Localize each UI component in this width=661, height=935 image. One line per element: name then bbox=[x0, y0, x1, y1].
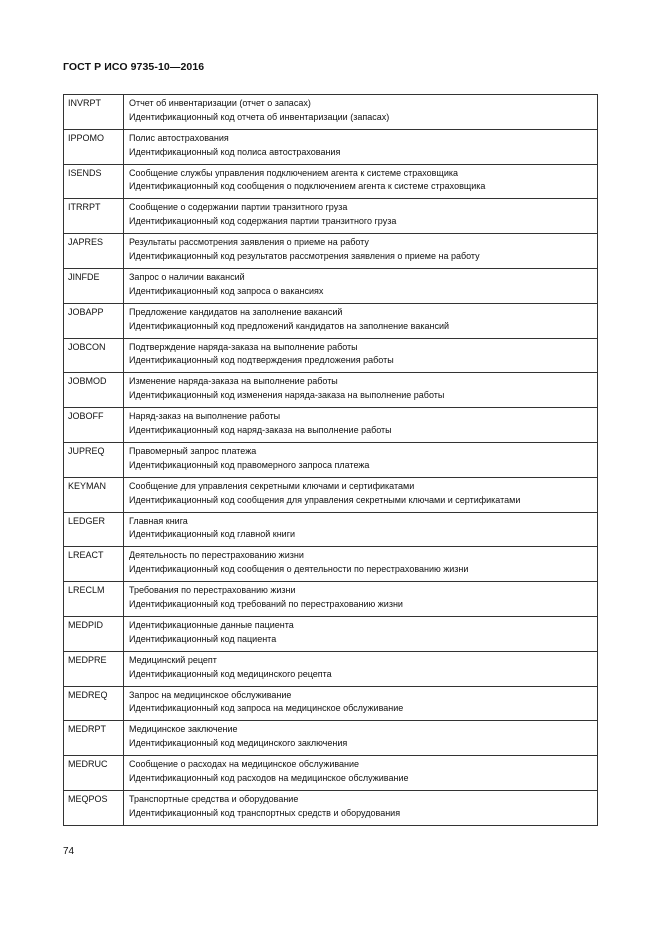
message-description bbox=[124, 721, 598, 756]
message-code: MEDRPT bbox=[64, 721, 124, 756]
message-description bbox=[124, 95, 598, 130]
message-code: MEDRUC bbox=[64, 756, 124, 791]
message-name: Запрос о наличии вакансий bbox=[129, 271, 245, 282]
message-code: JOBCON bbox=[64, 338, 124, 373]
message-name: Главная книга bbox=[129, 515, 188, 526]
message-code: JINFDE bbox=[64, 268, 124, 303]
message-description bbox=[124, 373, 598, 408]
message-name: Транспортные средства и оборудование bbox=[129, 793, 299, 804]
message-id-description: Идентификационный код транспортных средств и оборудования bbox=[129, 807, 401, 818]
message-description bbox=[124, 686, 598, 721]
message-id-description: Идентификационный код требований по перестрахованию жизни bbox=[129, 598, 403, 609]
message-code: JOBMOD bbox=[64, 373, 124, 408]
message-id-description: Идентификационный код сообщения о подключением агента к системе страховщика bbox=[129, 181, 486, 192]
table-row bbox=[64, 199, 598, 234]
message-name: Правомерный запрос платежа bbox=[129, 445, 257, 456]
message-id-description: Идентификационный код сообщения о деятельности по перестрахованию жизни bbox=[129, 564, 469, 575]
table-row bbox=[64, 129, 598, 164]
message-code: MEDPRE bbox=[64, 651, 124, 686]
table-row bbox=[64, 616, 598, 651]
message-description bbox=[124, 756, 598, 791]
table-row bbox=[64, 442, 598, 477]
message-description bbox=[124, 477, 598, 512]
table-row bbox=[64, 790, 598, 825]
message-code: ISENDS bbox=[64, 164, 124, 199]
message-id-description: Идентификационный код наряд-заказа на выполнение работы bbox=[129, 424, 392, 435]
document-header: ГОСТ Р ИСО 9735-10—2016 bbox=[63, 61, 205, 73]
message-id-description: Идентификационный код правомерного запроса платежа bbox=[129, 459, 370, 470]
message-code: JOBAPP bbox=[64, 303, 124, 338]
table-row bbox=[64, 582, 598, 617]
table-row bbox=[64, 408, 598, 443]
message-id-description: Идентификационный код результатов рассмотрения заявления о приеме на работу bbox=[129, 250, 480, 261]
message-name: Сообщение для управления секретными ключами и сертификатами bbox=[129, 480, 415, 491]
message-description bbox=[124, 303, 598, 338]
message-id-description: Идентификационный код изменения наряда-заказа на выполнение работы bbox=[129, 390, 445, 401]
table-row bbox=[64, 303, 598, 338]
table-row bbox=[64, 95, 598, 130]
message-name: Сообщение о содержании партии транзитного груза bbox=[129, 202, 348, 213]
message-code: INVRPT bbox=[64, 95, 124, 130]
message-description bbox=[124, 512, 598, 547]
message-id-description: Идентификационный код медицинского заключения bbox=[129, 738, 348, 749]
message-name: Изменение наряда-заказа на выполнение работы bbox=[129, 376, 338, 387]
message-description bbox=[124, 790, 598, 825]
message-id-description: Идентификационный код расходов на медицинское обслуживание bbox=[129, 772, 409, 783]
message-id-description: Идентификационный код пациента bbox=[129, 633, 277, 644]
message-code-table bbox=[63, 94, 598, 826]
message-code: LRECLM bbox=[64, 582, 124, 617]
table-row bbox=[64, 234, 598, 269]
message-name: Сообщение о расходах на медицинское обслуживание bbox=[129, 759, 360, 770]
message-code: KEYMAN bbox=[64, 477, 124, 512]
message-id-description: Идентификационный код предложений кандидатов на заполнение вакансий bbox=[129, 320, 450, 331]
table-row bbox=[64, 268, 598, 303]
message-name: Сообщение службы управления подключением агента к системе страховщика bbox=[129, 167, 458, 178]
message-id-description: Идентификационный код главной книги bbox=[129, 529, 296, 540]
message-id-description: Идентификационный код запроса на медицинское обслуживание bbox=[129, 703, 404, 714]
message-name: Медицинский рецепт bbox=[129, 654, 217, 665]
table-row bbox=[64, 164, 598, 199]
message-description bbox=[124, 129, 598, 164]
message-description bbox=[124, 338, 598, 373]
message-id-description: Идентификационный код сообщения для управления секретными ключами и сертификатами bbox=[129, 494, 521, 505]
table-row bbox=[64, 547, 598, 582]
message-description bbox=[124, 199, 598, 234]
message-description bbox=[124, 547, 598, 582]
table-row bbox=[64, 756, 598, 791]
message-code: JUPREQ bbox=[64, 442, 124, 477]
message-id-description: Идентификационный код содержания партии транзитного груза bbox=[129, 216, 397, 227]
message-name: Наряд-заказ на выполнение работы bbox=[129, 411, 281, 422]
message-code: LEDGER bbox=[64, 512, 124, 547]
message-name: Медицинское заключение bbox=[129, 724, 238, 735]
message-code: MEQPOS bbox=[64, 790, 124, 825]
message-code: IPPOMO bbox=[64, 129, 124, 164]
page-number: 74 bbox=[63, 846, 75, 857]
message-name: Подтверждение наряда-заказа на выполнение работы bbox=[129, 341, 358, 352]
message-name: Полис автострахования bbox=[129, 132, 229, 143]
table-row bbox=[64, 686, 598, 721]
table-row bbox=[64, 477, 598, 512]
message-id-description: Идентификационный код медицинского рецепта bbox=[129, 668, 332, 679]
message-name: Идентификационные данные пациента bbox=[129, 619, 294, 630]
table-row bbox=[64, 512, 598, 547]
table-body bbox=[64, 95, 598, 826]
message-description bbox=[124, 164, 598, 199]
message-id-description: Идентификационный код полиса автострахования bbox=[129, 146, 341, 157]
message-description bbox=[124, 442, 598, 477]
table-row bbox=[64, 651, 598, 686]
message-description bbox=[124, 616, 598, 651]
message-code: MEDREQ bbox=[64, 686, 124, 721]
message-description bbox=[124, 408, 598, 443]
message-code: MEDPID bbox=[64, 616, 124, 651]
message-name: Запрос на медицинское обслуживание bbox=[129, 689, 292, 700]
table-row bbox=[64, 338, 598, 373]
message-name: Деятельность по перестрахованию жизни bbox=[129, 550, 304, 561]
message-name: Отчет об инвентаризации (отчет о запасах) bbox=[129, 98, 311, 108]
table-row bbox=[64, 721, 598, 756]
message-description bbox=[124, 234, 598, 269]
message-description bbox=[124, 651, 598, 686]
message-id-description: Идентификационный код подтверждения предложения работы bbox=[129, 355, 394, 366]
message-name: Предложение кандидатов на заполнение вакансий bbox=[129, 306, 343, 317]
message-id-description: Идентификационный код запроса о вакансиях bbox=[129, 285, 324, 296]
message-code: ITRRPT bbox=[64, 199, 124, 234]
message-description bbox=[124, 582, 598, 617]
message-code: JAPRES bbox=[64, 234, 124, 269]
message-code: LREACT bbox=[64, 547, 124, 582]
table-row bbox=[64, 373, 598, 408]
message-description bbox=[124, 268, 598, 303]
message-name: Требования по перестрахованию жизни bbox=[129, 585, 296, 596]
message-code: JOBOFF bbox=[64, 408, 124, 443]
message-id-description: Идентификационный код отчета об инвентаризации (запасах) bbox=[129, 111, 390, 122]
message-name: Результаты рассмотрения заявления о приеме на работу bbox=[129, 237, 369, 248]
